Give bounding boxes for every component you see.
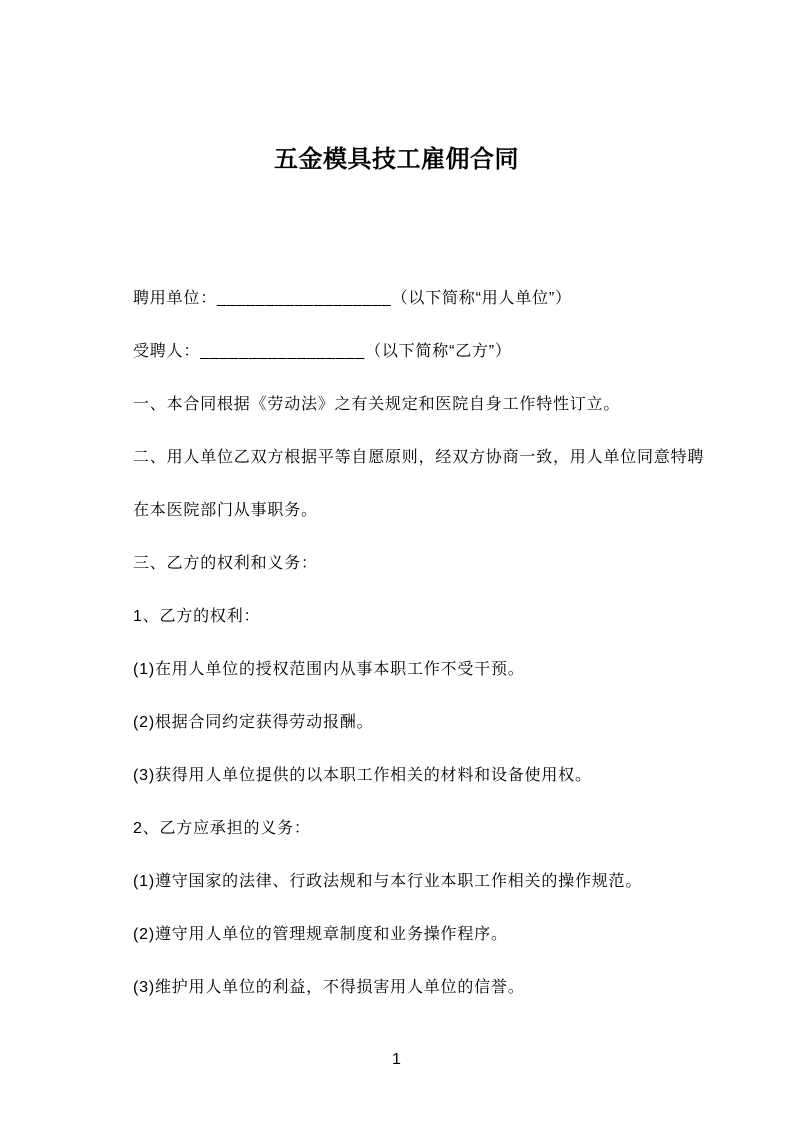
contract-line: (1)遵守国家的法律、行政法规和与本行业本职工作相关的操作规范。 xyxy=(133,873,643,890)
contract-line: 聘用单位：__________________（以下简称“用人单位”） xyxy=(133,290,572,307)
contract-line: (3)获得用人单位提供的以本职工作相关的材料和设备使用权。 xyxy=(133,767,592,784)
document-body xyxy=(133,272,753,1014)
contract-line: 1、乙方的权利： xyxy=(133,608,261,625)
contract-line: 一、本合同根据《劳动法》之有关规定和医院自身工作特性订立。 xyxy=(133,396,621,413)
contract-line: (2)遵守用人单位的管理规章制度和业务操作程序。 xyxy=(133,926,508,943)
document-title: 五金模具技工雇佣合同 xyxy=(274,146,519,173)
contract-line: (3)维护用人单位的利益，不得损害用人单位的信誉。 xyxy=(133,979,525,996)
contract-line: 2、乙方应承担的义务： xyxy=(133,820,311,837)
contract-line: 受聘人：_________________（以下简称“乙方”） xyxy=(133,343,512,360)
contract-line: (1)在用人单位的授权范围内从事本职工作不受干预。 xyxy=(133,661,525,678)
page-number: 1 xyxy=(392,1051,401,1068)
contract-line: 在本医院部门从事职务。 xyxy=(133,502,318,519)
contract-line: 三、乙方的权利和义务： xyxy=(133,555,318,572)
contract-line: 二、用人单位乙双方根据平等自愿原则，经双方协商一致，用人单位同意特聘 xyxy=(133,449,705,466)
contract-line: (2)根据合同约定获得劳动报酬。 xyxy=(133,714,374,731)
